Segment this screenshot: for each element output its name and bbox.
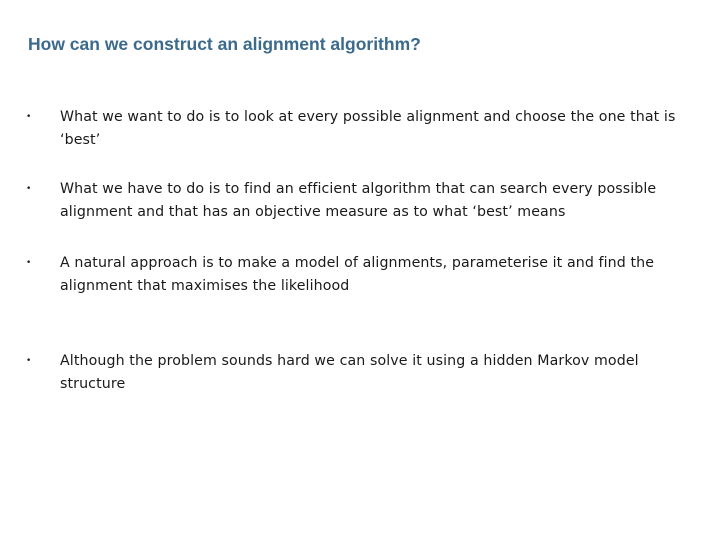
bullet-text: What we want to do is to look at every possible alignment and choose the one that is ‘best’: [60, 109, 676, 148]
bullet-item: [26, 350, 676, 396]
bullet-text: A natural approach is to make a model of alignments, parameterise it and find the alignment that maximises the likelihood: [60, 255, 655, 294]
bullet-marker: •: [26, 258, 32, 268]
bullet-item: [26, 106, 676, 152]
bullet-text: What we have to do is to find an efficient algorithm that can search every possible alignment and that has an objective measure as to what ‘best’ means: [60, 181, 657, 220]
bullet-marker: •: [26, 356, 32, 366]
bullet-item: [26, 178, 676, 224]
bullet-text: Although the problem sounds hard we can solve it using a hidden Markov model structure: [60, 353, 639, 392]
bullet-item: [26, 252, 676, 298]
bullet-marker: •: [26, 112, 32, 122]
slide-title: How can we construct an alignment algorithm?: [28, 34, 421, 54]
bullet-marker: •: [26, 184, 32, 194]
